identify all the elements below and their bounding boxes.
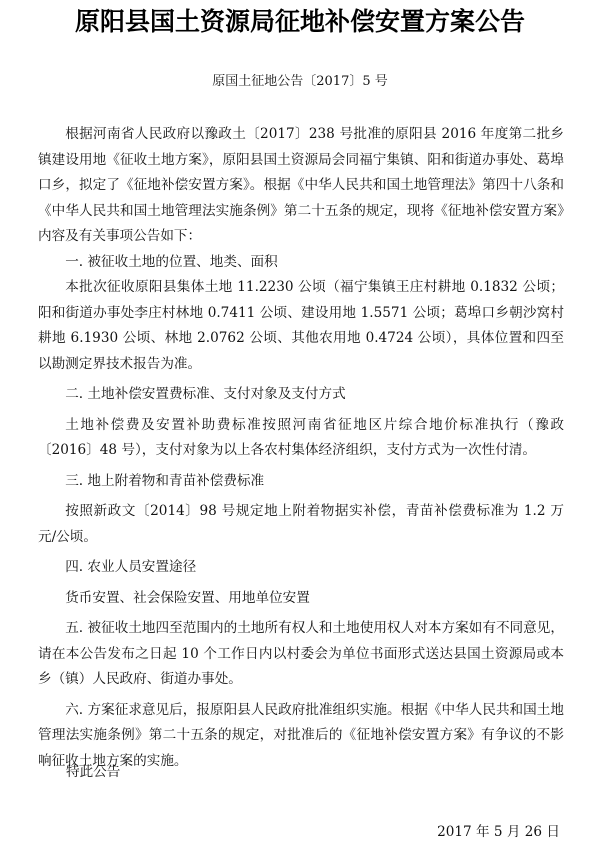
section-heading-2: 二. 土地补偿安置费标准、支付对象及支付方式: [65, 386, 346, 402]
closing-remark: 特此公告: [66, 764, 121, 780]
document-date: 2017 年 5 月 26 日: [437, 824, 560, 840]
paragraph-land-area: 本批次征收原阳县集体土地 11.2230 公顷（福宁集镇王庄村耕地 0.1832 公顷；阳和街道办事处李庄村林地 0.7411 公顷、建设用地 1.5571 公顷；葛埠口乡朝沙窝村耕地 6.1930 公顷、林地 2.0762 公顷、其他农用地 0.4724 公顷），具体位置和四至以勘测定界技术报告为准。: [38, 279, 564, 372]
document-title: 原阳县国土资源局征地补偿安置方案公告: [74, 7, 525, 36]
paragraph-objections: 五. 被征收土地四至范围内的土地所有权人和土地使用权人对本方案如有不同意见，请在本公告发布之日起 10 个工作日内以村委会为单位书面形式送达县国土资源局或本乡（镇）人民政府、街道办事处。: [38, 620, 564, 687]
paragraph-compensation: 土地补偿费及安置补助费标准按照河南省征地区片综合地价标准执行（豫政〔2016〕48 号），支付对象为以上各农村集体经济组织，支付方式为一次性付清。: [38, 416, 564, 458]
document-body: [38, 122, 564, 774]
paragraph-implementation: 六. 方案征求意见后，报原阳县人民政府批准组织实施。根据《中华人民共和国土地管理法实施条例》第二十五条的规定，对批准后的《征地补偿安置方案》有争议的不影响征收土地方案的实施。: [38, 701, 564, 769]
paragraph-intro: 根据河南省人民政府以豫政土〔2017〕238 号批准的原阳县 2016 年度第二批乡镇建设用地《征收土地方案》，原阳县国土资源局会同福宁集镇、阳和街道办事处、葛埠口乡，拟定了《征地补偿安置方案》。根据《中华人民共和国土地管理法》第四十八条和《中华人民共和国土地管理法实施条例》第二十五条的规定，现将《征地补偿安置方案》内容及有关事项公告如下：: [38, 126, 564, 244]
paragraph-resettlement: 货币安置、社会保险安置、用地单位安置: [65, 589, 310, 606]
section-heading-1: 一. 被征收土地的位置、地类、面积: [65, 253, 278, 270]
paragraph-attachments: 按照新政文〔2014〕98 号规定地上附着物据实补偿，青苗补偿费标准为 1.2 万元/公顷。: [38, 503, 564, 545]
section-heading-3: 三. 地上附着物和青苗补偿费标准: [65, 472, 265, 489]
document-number: 原国土征地公告〔2017〕5 号: [212, 74, 388, 89]
section-heading-4: 四. 农业人员安置途径: [65, 559, 197, 575]
